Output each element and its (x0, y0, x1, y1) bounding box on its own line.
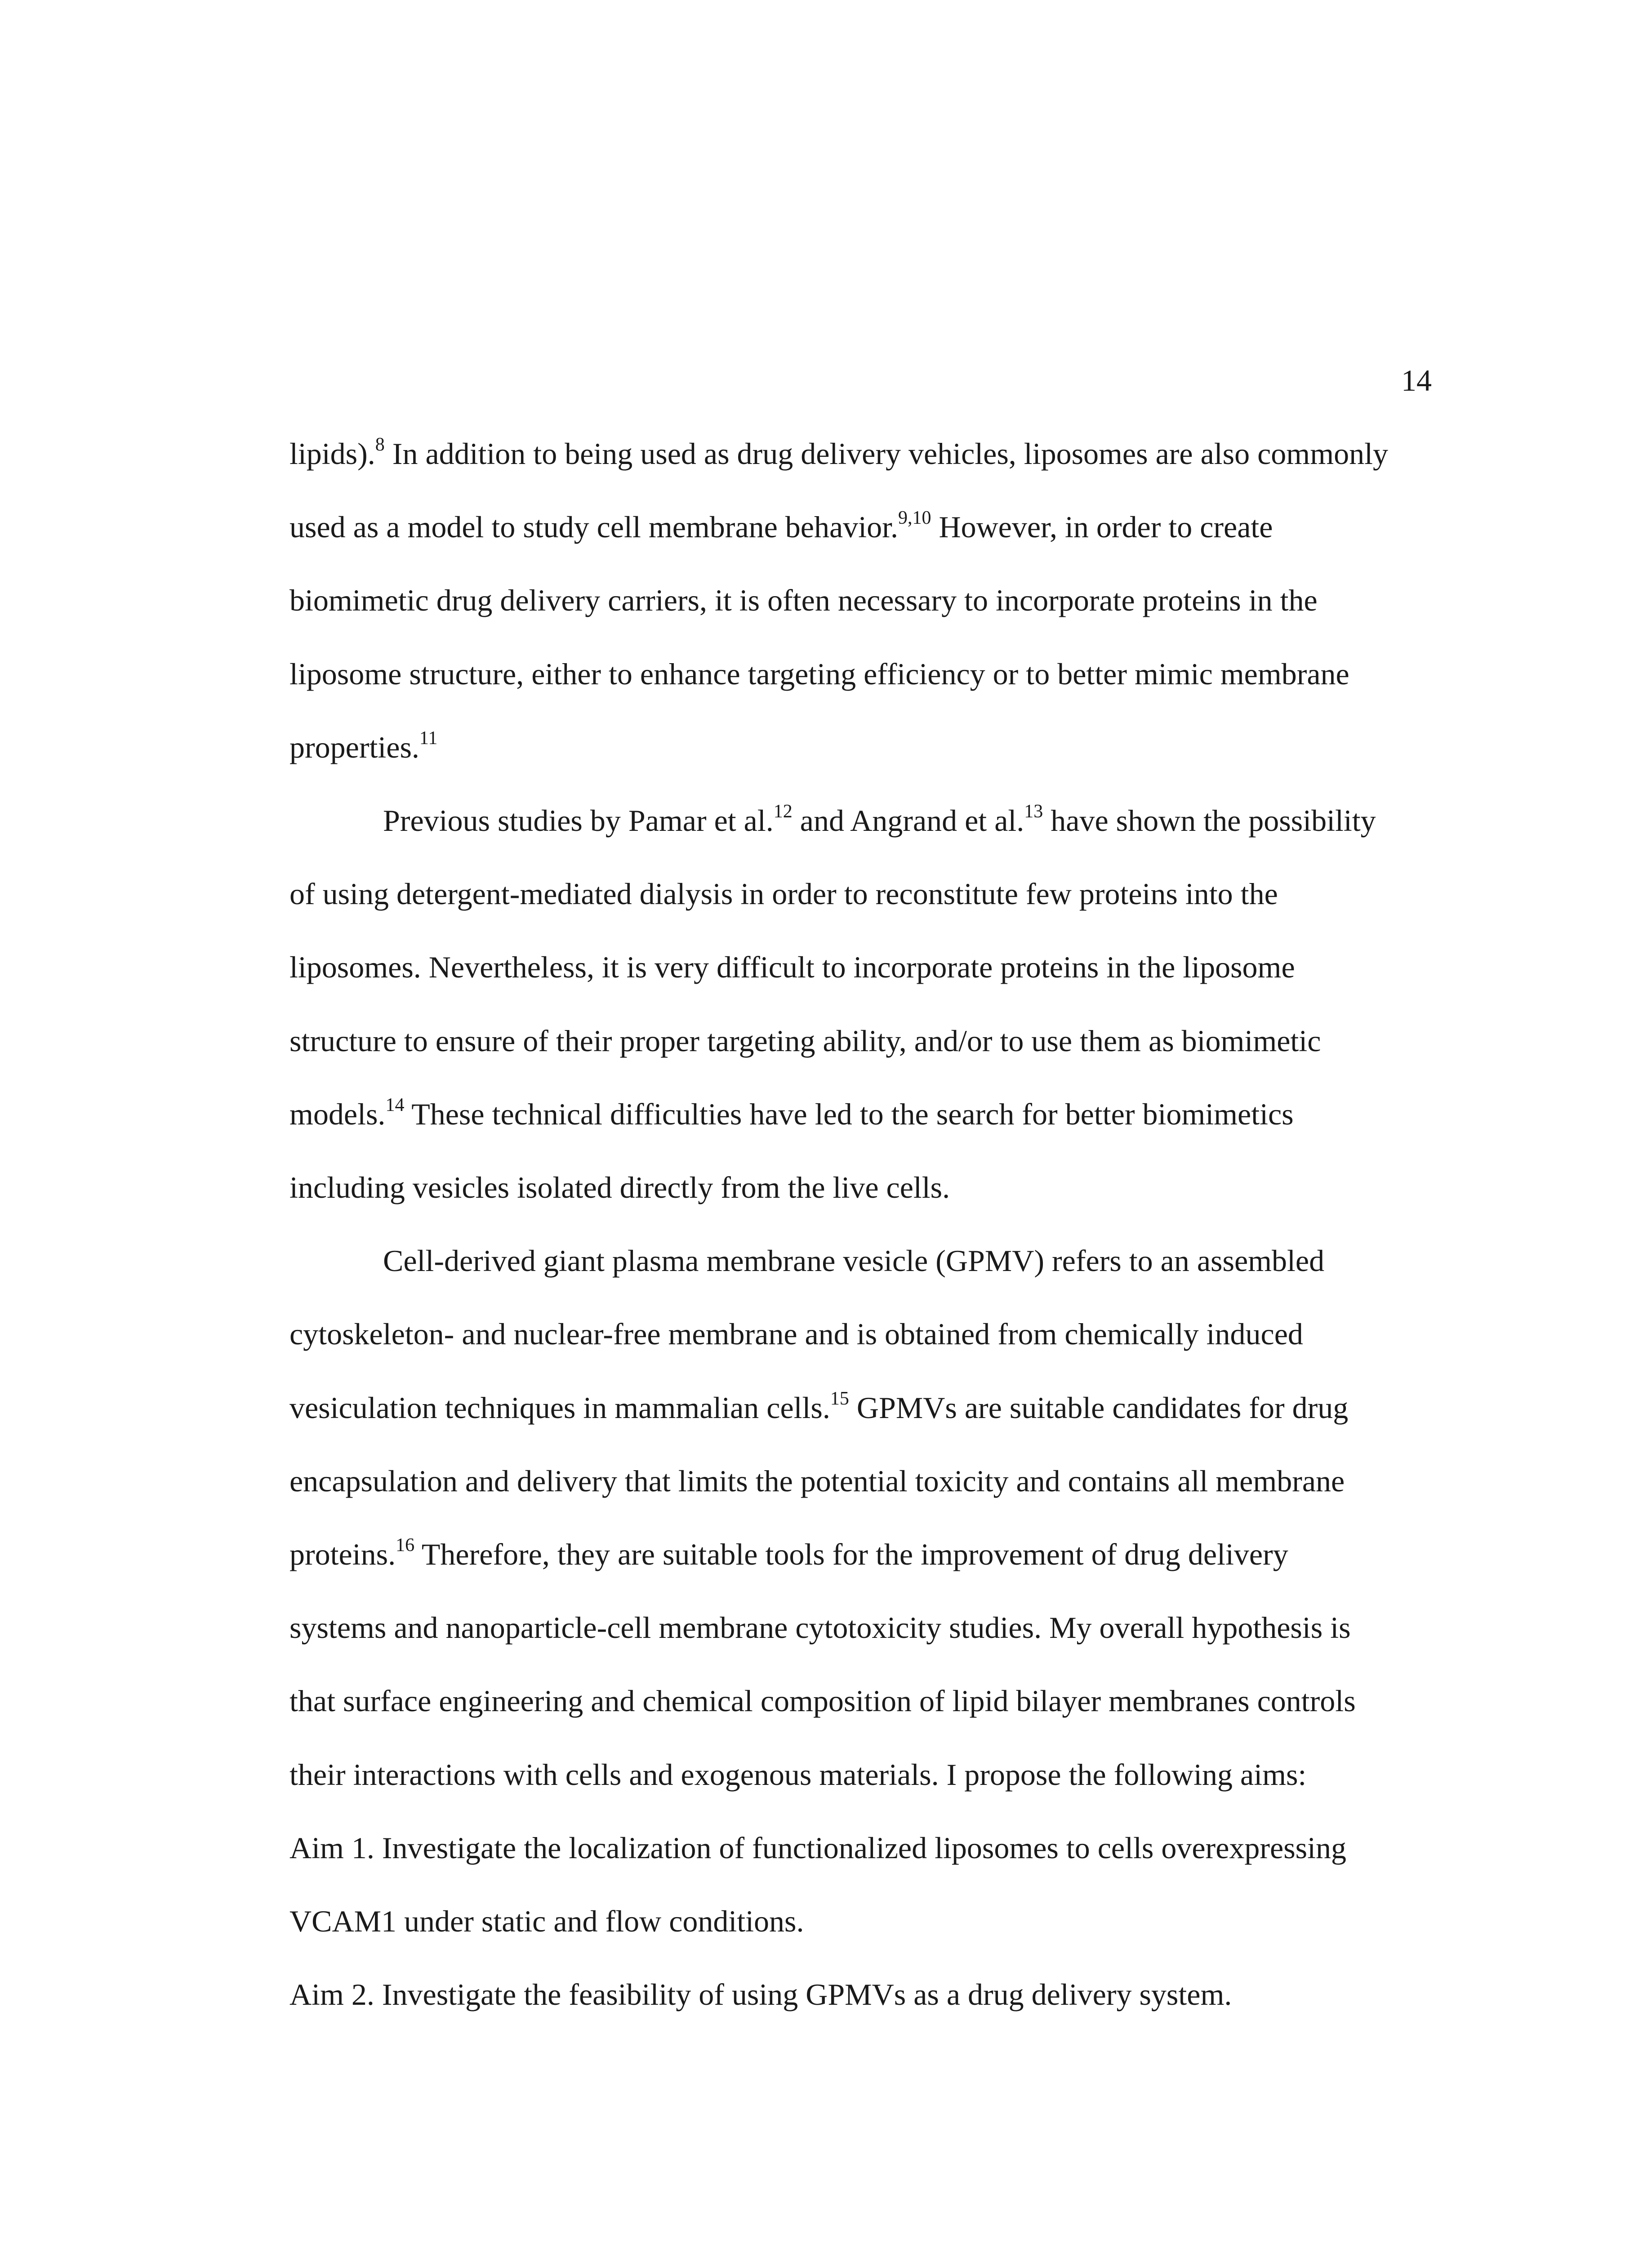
citation-superscript: 16 (396, 1535, 415, 1556)
text-run: Previous studies by Pamar et al. (383, 803, 774, 838)
text-line (289, 434, 1388, 471)
text-line (289, 1833, 1346, 1863)
text-run: encapsulation and delivery that limits the potential toxicity and contains all membrane (289, 1464, 1345, 1498)
citation-superscript: 11 (419, 728, 438, 749)
text-run: including vesicles isolated directly from the live cells. (289, 1170, 950, 1204)
text-run: biomimetic drug delivery carriers, it is often necessary to incorporate proteins in the (289, 583, 1318, 617)
text-run: In addition to being used as drug delivery vehicles, liposomes are also commonly (384, 437, 1388, 471)
text-run: have shown the possibility (1043, 803, 1376, 838)
citation-superscript: 14 (385, 1095, 405, 1115)
text-run: liposomes. Nevertheless, it is very difficult to incorporate proteins in the liposome (289, 950, 1295, 984)
citation-superscript: 13 (1024, 801, 1043, 822)
text-line (289, 508, 1273, 544)
citation-superscript: 9,10 (898, 508, 931, 528)
text-line (289, 1319, 1303, 1349)
text-line (289, 1095, 1294, 1131)
text-line (289, 1906, 804, 1936)
text-line (289, 1686, 1356, 1716)
citation-superscript: 12 (773, 801, 793, 822)
text-run: used as a model to study cell membrane behavior. (289, 510, 898, 544)
text-run: of using detergent-mediated dialysis in order to reconstitute few proteins into the (289, 877, 1278, 911)
text-run: and Angrand et al. (792, 803, 1024, 838)
text-line (289, 879, 1278, 909)
text-line (289, 728, 438, 764)
text-run: properties. (289, 730, 419, 764)
text-line (289, 1535, 1288, 1571)
text-run: liposome structure, either to enhance targeting efficiency or to better mimic membrane (289, 657, 1349, 691)
text-line (289, 1388, 1349, 1425)
text-run: their interactions with cells and exogenous materials. I propose the following aims: (289, 1757, 1307, 1792)
text-run: VCAM1 under static and flow conditions. (289, 1904, 804, 1938)
text-run: vesiculation techniques in mammalian cells. (289, 1391, 830, 1425)
text-line (289, 659, 1349, 689)
text-run: Aim 2. Investigate the feasibility of using GPMVs as a drug delivery system. (289, 1977, 1232, 2012)
text-run: systems and nanoparticle-cell membrane cytotoxicity studies. My overall hypothesis is (289, 1610, 1351, 1645)
text-line (289, 1026, 1321, 1056)
text-line (289, 1612, 1351, 1643)
page-number: 14 (1401, 363, 1432, 397)
text-run: Cell-derived giant plasma membrane vesicle (GPMV) refers to an assembled (383, 1244, 1325, 1278)
text-line (289, 952, 1295, 982)
text-run: However, in order to create (931, 510, 1273, 544)
text-line (289, 1466, 1345, 1496)
text-line (289, 585, 1318, 616)
text-run: cytoskeleton- and nuclear-free membrane and is obtained from chemically induced (289, 1317, 1303, 1351)
text-line (289, 1172, 950, 1203)
text-run: These technical difficulties have led to the search for better biomimetics (404, 1097, 1294, 1131)
text-line (383, 1245, 1324, 1276)
text-run: proteins. (289, 1537, 396, 1571)
text-run: GPMVs are suitable candidates for drug (849, 1391, 1349, 1425)
text-run: structure to ensure of their proper targeting ability, and/or to use them as biomimetic (289, 1024, 1321, 1058)
text-run: Aim 1. Investigate the localization of functionalized liposomes to cells overexpressing (289, 1831, 1347, 1865)
citation-superscript: 8 (375, 434, 385, 455)
text-run: Therefore, they are suitable tools for the improvement of drug delivery (414, 1537, 1288, 1571)
text-line (289, 1759, 1306, 1790)
text-run: models. (289, 1097, 386, 1131)
text-run: that surface engineering and chemical composition of lipid bilayer membranes controls (289, 1684, 1356, 1718)
text-run: lipids). (289, 437, 375, 471)
text-line (383, 801, 1376, 838)
citation-superscript: 15 (830, 1388, 849, 1409)
text-line (289, 1979, 1232, 2010)
